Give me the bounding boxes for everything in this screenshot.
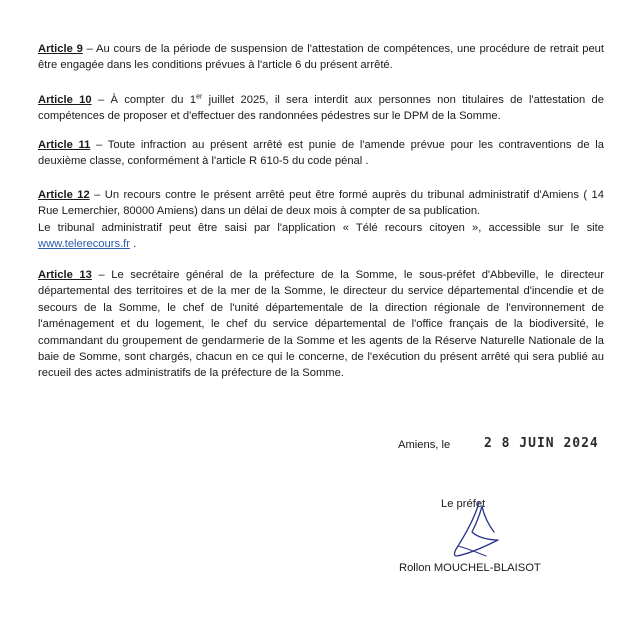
- article-11: [38, 137, 604, 170]
- signer-name: Rollon MOUCHEL-BLAISOT: [399, 562, 541, 574]
- signature-place: Amiens, le: [398, 439, 451, 451]
- article-12-text: – Un recours contre le présent arrêté peut être formé auprès du tribunal administratif d'Amiens ( 14 Rue Lemerchier, 80000 Amiens) dans un délai de deux mois à compter de sa publication.: [38, 189, 604, 218]
- article-10-text-start: – À compter du 1: [91, 94, 197, 106]
- article-13-title: Article 13: [38, 269, 92, 281]
- article-10-text-end: juillet 2025, il sera interdit aux personnes non titulaires de l'attestation de compétences de proposer et d'effectuer des randonnées pédestres sur le DPM de la Somme.: [38, 94, 604, 123]
- article-13: [38, 267, 604, 382]
- handwritten-signature: [446, 494, 516, 566]
- article-12-title: Article 12: [38, 189, 90, 201]
- article-13-text: – Le secrétaire général de la préfecture de la Somme, le sous-préfet d'Abbeville, le directeur départemental des territoires et de la mer de la Somme, le directeur du service départemental d'incendie et de secours de la Somme, le chef de l'unité départementale de la direction régionale de l'environnement de l'aménagement et du logement, le chef du service départemental de l'office français de la biodiversité, le commandant du groupement de gendarmerie de la Somme et les agents de la Réserve Naturelle Nationale de la baie de Somme, sont chargés, chacun en ce qui le concerne, de l'exécution du présent arrêté qui sera publié au recueil des actes administratifs de la préfecture de la Somme.: [38, 269, 604, 380]
- date-stamp: 2 8 JUIN 2024: [484, 436, 599, 451]
- article-12: [38, 187, 604, 253]
- signer-title: Le préfet: [441, 498, 486, 510]
- article-10-superscript: er: [196, 93, 203, 101]
- article-11-title: Article 11: [38, 139, 91, 151]
- article-10: [38, 92, 604, 125]
- article-9-title: Article 9: [38, 43, 83, 55]
- telerecours-link[interactable]: www.telerecours.fr: [38, 238, 131, 251]
- article-11-text: – Toute infraction au présent arrêté est punie de l'amende prévue pour les contraventions de la deuxième classe, conformément à l'article R 610-5 du code pénal .: [38, 139, 604, 168]
- article-9: [38, 41, 604, 74]
- article-9-text: – Au cours de la période de suspension de l'attestation de compétences, une procédure de retrait peut être engagée dans les conditions prévues à l'article 6 du présent arrêté.: [38, 43, 604, 72]
- article-10-title: Article 10: [38, 94, 92, 106]
- article-12-text-end: .: [130, 238, 137, 251]
- article-12-text-line2: Le tribunal administratif peut être saisi par l'application « Télé recours citoyen », accessible sur le site: [38, 221, 604, 234]
